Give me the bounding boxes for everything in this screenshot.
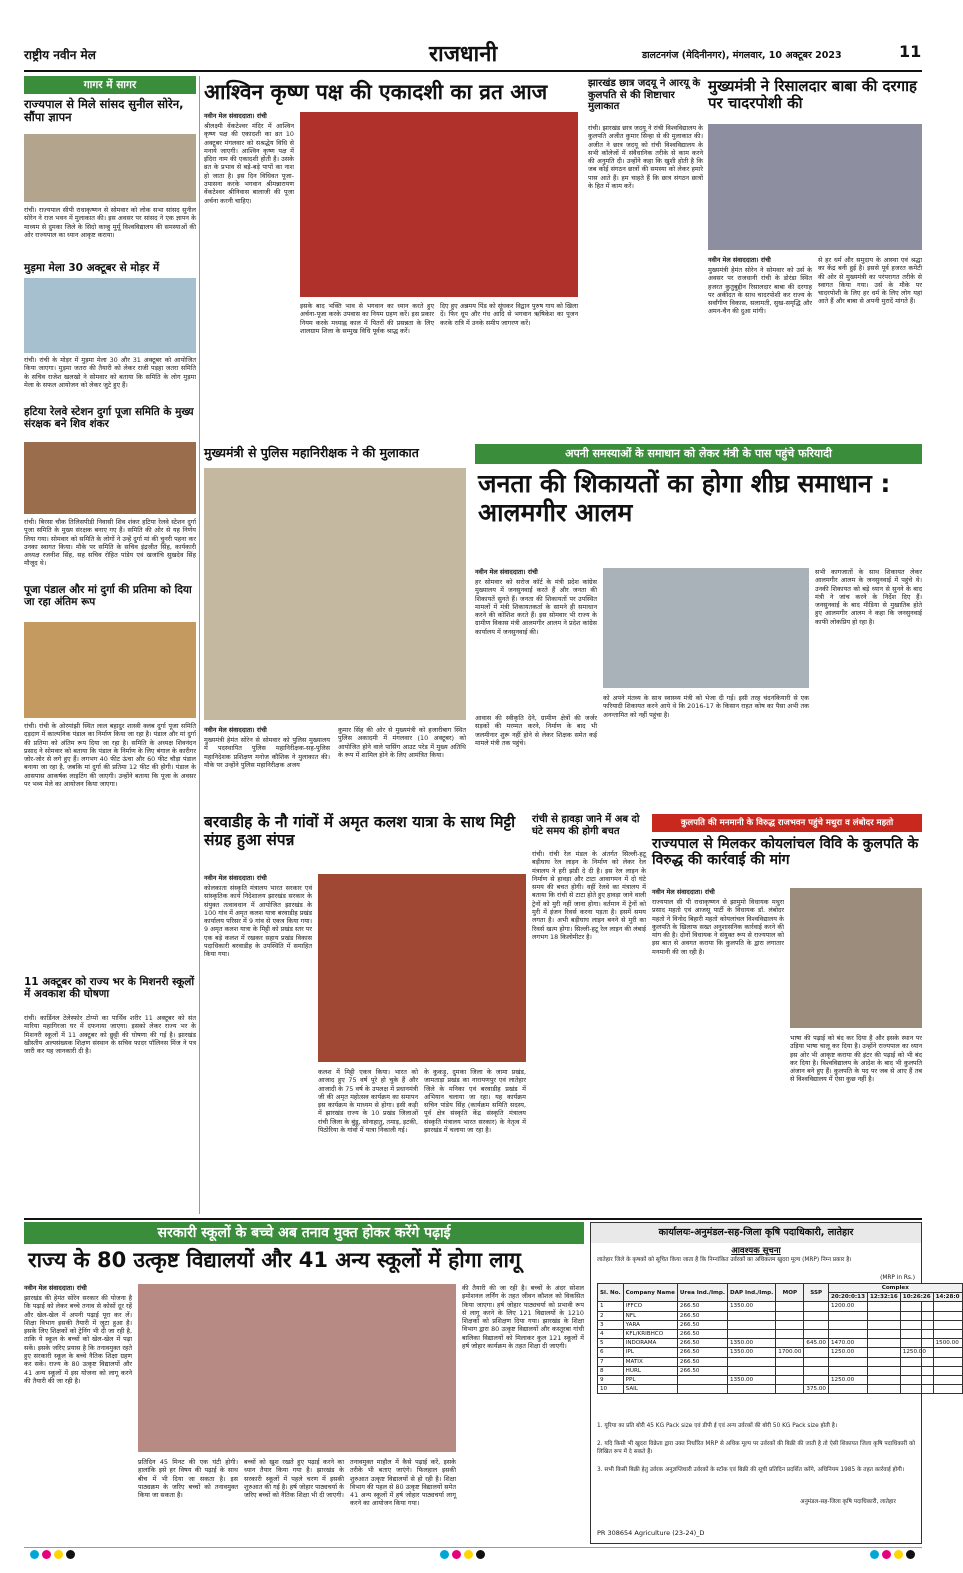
alamgir-article xyxy=(475,568,922,810)
table-cell xyxy=(933,1385,962,1394)
table-cell: 266.50 xyxy=(677,1329,727,1338)
table-cell: 1350.00 xyxy=(727,1375,775,1384)
table-cell xyxy=(804,1320,829,1329)
section-kicker: कुलपति की मनमानी के विरुद्ध राजभवन पहुंचे मथुरा व लंबोदर महतो xyxy=(652,814,922,832)
article-body: मुख्यमंत्री हेमंत सोरेन से सोमवार को पुलिस मुख्यालय में पदस्थापित पुलिस महानिरीक्षक-सह-पुलिस महानिदेशक प्रशिक्षण मनोज कौशिक ने मुलाकात की। मौके पर उन्होंने पुलिस महानिरीक्षक अजय xyxy=(204,736,330,769)
table-cell xyxy=(776,1385,804,1394)
table-cell: 3 xyxy=(598,1320,624,1329)
table-header: 12:32:16 xyxy=(867,1293,900,1302)
school-students-photo xyxy=(138,1284,456,1452)
notice-note: 1. यूरिया का प्रति बोरी 45 KG Pack size एवं डीपी ई एवं अन्य उर्वरकों की बोरी 50 KG Pack size होती है। xyxy=(597,1423,838,1429)
table-cell: KFL/KRIBHCO xyxy=(623,1329,677,1338)
footer-rule xyxy=(24,1547,922,1548)
table-cell: 9 xyxy=(598,1375,624,1384)
table-cell: 645.00 xyxy=(804,1339,829,1348)
table-cell: 4 xyxy=(598,1329,624,1338)
section-kicker: गागर में सागर xyxy=(24,76,196,94)
table-cell: 8 xyxy=(598,1366,624,1375)
brief-body: रांची। रांची के ओरमांझी स्थित लाल बहादुर शास्त्री क्लब दुर्गा पूजा समिति दड़दाग में काल्पनिक पंडाल का निर्माण किया जा रहा है। पंडाल और मां दुर्गा की प्रतिमा को अंतिम रूप दिया जा रहा है। समिति के अध्यक्ष शिवनंदन प्रसाद ने सोमवार को बताया कि पंडाल के निर्माण के लिए बंगाल के कारीगर जोर-जोर से लगे हुए हैं। लगभग 40 फीट ऊंचा और 60 फीट चौड़ा पंडाल बनाया जा रहा है, जबकि मां दुर्गा की प्रतिमा 12 फीट की होगी। पंडाल के आसपास आकर्षक लाइटिंग की जाएगी। उन्होंने बताया कि पूजा के अवसर पर भव्य मेले का आयोजन किया जाएगा। xyxy=(24,722,196,789)
story-headline: मुख्यमंत्री से पुलिस महानिरीक्षक ने की मुलाकात xyxy=(204,445,419,460)
article-body: हर सोमवार को सरोज कॉर्ट के मंत्री प्रदेश कांग्रेस मुख्यालय में जनसुनवाई करते हैं और जनता की शिकायतें सुनते हैं। जनता की शिकायतों पर उपस्थित मामलों में मंत्री शिकायतकर्ता के सामने ही समाधान करने की कोशिश करते हैं। इस सोमवार भी राज्य के ग्रामीण विकास मंत्री आलमगीर आलम ने प्रदेश कांग्रेस कार्यालय में जनसुनवाई की। xyxy=(475,578,597,636)
table-cell xyxy=(804,1348,829,1357)
table-cell xyxy=(933,1329,962,1338)
table-cell xyxy=(776,1366,804,1375)
table-cell: 10 xyxy=(598,1385,624,1394)
table-cell: 5 xyxy=(598,1339,624,1348)
rail-article xyxy=(532,814,646,1214)
story-headline: राज्यपाल से मिलकर कोयलांचल विवि के कुलपति के विरुद्ध की कार्रवाई की मांग xyxy=(652,836,919,869)
schools-article xyxy=(24,1222,584,1544)
table-header: Company Name xyxy=(623,1284,677,1302)
notice-note: 3. सभी किसी बिक्री हेतु उर्वरक अनुज्ञप्तिधारी उर्वरकों के स्टॉक एवं बिक्री की सूची प्रतिदिन प्रदर्शित करेंगे, अधिनियम 1985 के तहत कार्रवाई होगी। xyxy=(597,1467,905,1473)
table-cell xyxy=(829,1329,868,1338)
notice-signature: अनुमंडल-सह-जिला कृषि पदाधिकारी, लातेहार xyxy=(800,1499,896,1505)
table-cell xyxy=(776,1357,804,1366)
table-cell: 7 xyxy=(598,1357,624,1366)
table-cell: 1350.00 xyxy=(727,1302,775,1311)
table-cell xyxy=(804,1366,829,1375)
brief-headline: हटिया रेलवे स्टेशन दुर्गा पूजा समिति के मुख्य संरक्षक बने शिव शंकर xyxy=(24,406,194,431)
pr-code: PR 308654 Agriculture (23-24)_D xyxy=(597,1529,705,1537)
story-headline: आश्विन कृष्ण पक्ष की एकादशी का व्रत आज xyxy=(204,80,548,104)
table-cell: 266.50 xyxy=(677,1302,727,1311)
table-cell xyxy=(867,1348,900,1357)
table-cell xyxy=(900,1339,933,1348)
table-cell xyxy=(900,1385,933,1394)
table-cell: 1350.00 xyxy=(727,1348,775,1357)
registration-mark xyxy=(906,1550,915,1559)
table-row xyxy=(598,1320,963,1329)
table-cell: HURL xyxy=(623,1366,677,1375)
table-cell xyxy=(900,1302,933,1311)
table-cell: SAIL xyxy=(623,1385,677,1394)
table-cell: NFL xyxy=(623,1311,677,1320)
brief-body: रांची। राज्यपाल सीपी राधाकृष्णन से सोमवार को लोक सभा सांसद सुनील सोरेन ने राज भवन में मुलाकात की। इस अवसर पर सांसद ने एक ज्ञापन के माध्यम से दुमका जिले के सिदो कान्हु मुर्मू विश्वविद्यालय की समस्याओं की ओर राज्यपाल का ध्यान आकृष्ट कराया। xyxy=(24,206,196,239)
notice-office: कार्यालयः-अनुमंडल-सह-जिला कृषि पदाधिकारी, लातेहार xyxy=(591,1223,921,1243)
barwadih-article xyxy=(204,814,526,1214)
left-column xyxy=(24,76,196,1214)
table-group-header: Complex xyxy=(829,1284,963,1293)
table-row xyxy=(598,1357,963,1366)
table-cell xyxy=(829,1320,868,1329)
fertilizer-price-table xyxy=(597,1283,960,1401)
table-row xyxy=(598,1329,963,1338)
table-cell xyxy=(867,1320,900,1329)
brief-headline: 11 अक्टूबर को राज्य भर के मिशनरी स्कूलों में अवकाश की घोषणा xyxy=(24,976,195,1001)
table-cell: 1 xyxy=(598,1302,624,1311)
table-cell: 1200.00 xyxy=(829,1302,868,1311)
table-cell xyxy=(829,1357,868,1366)
registration-mark xyxy=(440,1550,449,1559)
table-cell: 1250.00 xyxy=(829,1375,868,1384)
temple-deities-photo xyxy=(300,112,578,297)
table-cell: 266.50 xyxy=(677,1320,727,1329)
table-cell xyxy=(727,1357,775,1366)
byline: नवीन मेल संवाददाता। रांची xyxy=(652,888,715,896)
table-row xyxy=(598,1375,963,1384)
article-body: को अपने मंतव्य के साथ स्वास्थ्य मंत्री को भेजा दी गई। इसी तरह चंदनकियारी से एक फरियादी शिकायत करने आये थे कि 2016-17 के किसान राहत कोष का पैसा अभी तक अनन्तामित को नहीं पहुंचा है। xyxy=(603,694,809,719)
notice-title: आवश्यक सूचना xyxy=(731,1246,781,1256)
table-cell xyxy=(804,1357,829,1366)
story-headline: राज्य के 80 उत्कृष्ट विद्यालयों और 41 अन्य स्कूलों में होगा लागू xyxy=(28,1248,521,1272)
table-cell: 1350.00 xyxy=(727,1339,775,1348)
registration-mark xyxy=(452,1550,461,1559)
table-cell: 1250.00 xyxy=(900,1348,933,1357)
table-cell xyxy=(804,1302,829,1311)
table-cell xyxy=(933,1320,962,1329)
table-cell xyxy=(776,1329,804,1338)
table-cell: 1470.00 xyxy=(829,1339,868,1348)
table-header: 20:20:0:13 xyxy=(829,1293,868,1302)
table-cell xyxy=(727,1311,775,1320)
table-cell xyxy=(867,1375,900,1384)
table-cell: 266.50 xyxy=(677,1348,727,1357)
brief-body: रांची। कार्डिनल टेलेस्फोर टोप्पो का पार्थिव शरीर 11 अक्टूबर को संत मारिया महागिरजा घर में दफनाया जाएगा। इसको लेकर राज्य भर के मिशनरी स्कूलों में 11 अक्टूबर को छुट्टी की घोषणा की गई है। झारखंड खीस्तीय अल्पसंख्यक शिक्षण संस्थान के सचिव फादर पॉलिनस मिंज ने पत्र जारी कर यह जानकारी दी है। xyxy=(24,1014,196,1056)
table-cell xyxy=(933,1357,962,1366)
article-body: झारखंड की हेमंत सोरेन सरकार की योजना है कि पढ़ाई को लेकर बच्चे तनाव से कोसों दूर रहें और खेल-खेल में अपनी पढ़ाई पूरा कर लें। शिक्षा विभाग इसकी तैयारी में जुटा हुआ है। इसके लिए शिक्षकों को ट्रेनिंग भी दी जा रही है, ताकि ये स्कूल के बच्चों को खेल-खेल में पढ़ा सकें। इसके जरिए प्रयास है कि तनावमुक्त रहते हुए सरकारी स्कूल के बच्चे नैतिक शिक्षा ग्रहण कर सकें। राज्य के 80 उत्कृष्ट विद्यालयों और 41 अन्य स्कूलों में इस योजना को लागू करने की तैयारी की जा रही है। xyxy=(24,1294,132,1385)
table-cell xyxy=(804,1375,829,1384)
story-headline: रांची से हावड़ा जाने में अब दो घंटे समय की होगी बचत xyxy=(532,814,640,837)
table-cell xyxy=(727,1366,775,1375)
article-body: राज्यपाल सी पी राधाकृष्णन से झामुमो विधायक मथुरा प्रसाद महतो एवं आजसू पार्टी के विधायक डॉ. लंबोदर महतो ने विनोद बिहारी महतो कोयलांचल विश्वविद्यालय के कुलपति के खिलाफ सख्त अनुशासनिक कार्रवाई करने की मांग की है। दोनों विधायक ने संयुक्त रूप से राज्यपाल को इस बात से अवगत कराया कि कुलपति के द्वारा लगातार मनमानी की जा रही है। xyxy=(652,898,784,956)
article-body: रांची। रांची रेल मंडल के अंतर्गत सिल्ली-हटू बड़ीघाघ रेल लाइन के निर्माण को लेकर रेल मंत्रालय ने हरी झंडी दे दी है। इस रेल लाइन के निर्माण से हावड़ा और टाटा आवागमन में दो घंटे समय की बचत होगी। वहीं रेलवे का मंत्रालय में बताया कि रांची से टाटा होते हुए हावड़ा जाने वाली ट्रेनों को मुरी नहीं जाना होगा। वर्तमान में ट्रेनों को मुरी में इंजन रिवर्स करना पड़ता है। इसमें समय लगता है। अभी बड़ीघाघ लाइन बनने से मुरी का रिवर्स खत्म होगा। सिल्ली-हटू रेल लाइन की लंबाई लगभग 18 किलोमीटर है। xyxy=(532,850,646,941)
article-body: श्रीलक्ष्मी वेंकटेश्वर मंदिर में आश्विन कृष्ण पक्ष की एकादशी का व्रत 10 अक्टूबर मंगलवार को सश्रद्धेय विधि से मनाये जाएगी। आश्विन कृष्ण पक्ष में इंदिरा नाम की एकादशी होती है। उसके व्रत के प्रभाव से बड़े-बड़े पापों का नाश हो जाता है। इस दिन विधिवत पूजा-उपासना करके भगवान श्रीमन्नारायण वेंकटेश्वर श्रीनिवास बालाजी की पूजा अर्चना करनी चाहिए। xyxy=(204,122,294,205)
table-cell xyxy=(900,1329,933,1338)
table-cell xyxy=(804,1329,829,1338)
table-cell: 1700.00 xyxy=(776,1348,804,1357)
table-cell: INDORAMA xyxy=(623,1339,677,1348)
table-cell: 1250.00 xyxy=(829,1348,868,1357)
article-body: मुख्यमंत्री हेमंत सोरेन ने सोमवार को उर्स के अवसर पर राजधानी रांची के डोरंडा स्थित हजरत कुतुबुद्दीन रिसालदार बाबा की दरगाह पर अकीदत के साथ चादरपोशी कर राज्य के सर्वांगीण विकास, सलामती, सुख-समृद्धि और अमन-चैन की दुआ मांगी। xyxy=(708,266,812,316)
registration-mark xyxy=(882,1550,891,1559)
table-cell xyxy=(776,1311,804,1320)
byline: नवीन मेल संवाददाता। रांची xyxy=(708,256,771,264)
registration-mark xyxy=(54,1550,63,1559)
table-cell xyxy=(900,1357,933,1366)
table-cell xyxy=(727,1329,775,1338)
brief-body: रांची। बिरसा चौक तिलिसपीडी निवासी शिव शंकर हटिया रेलवे स्टेशन दुर्गा पूजा समिति के मुख्य संरक्षक बनाए गए हैं। समिति की ओर से यह निर्णय लिया गया। सोमवार को समिति के लोगों ने उन्हें दुर्गा मां की चुनरी पहना कर उनका स्वागत किया। मौके पर समिति के सचिव इंद्रजीत सिंह, कार्यकारी अध्यक्ष रजनीश सिंह, सह सचिव रोहित पांडेय एवं खजांचि सुखदेव सिंह मौजूद थे। xyxy=(24,518,196,568)
byline: नवीन मेल संवाददाता। रांची xyxy=(475,568,538,576)
table-cell xyxy=(933,1311,962,1320)
table-cell xyxy=(776,1375,804,1384)
registration-mark xyxy=(894,1550,903,1559)
masthead-rule xyxy=(24,70,922,72)
section-divider xyxy=(24,1218,922,1220)
article-body: के कुकड़ू, दुमका जिला के जामा प्रखंड, जामताड़ा प्रखंड का नारायणपुर एवं लातेहार जिले के मनिका एवं बरवाडीह प्रखंड में अभियान चलाया जा रहा। यह कार्यक्रम सचिन पांडेय सिंह (कार्यक्रम समिति सदस्य, पूर्व क्षेत्र संस्कृति केंद्र संस्कृति मंत्रालय संस्कृति मंत्रालय भारत सरकार) के नेतृत्व में झारखंड में चलाया जा रहा है। xyxy=(424,1068,526,1135)
table-header: 10:26:26 xyxy=(900,1293,933,1302)
table-cell xyxy=(829,1385,868,1394)
table-cell: IPL xyxy=(623,1348,677,1357)
article-body: कलश में मिट्टी एकत्र किया। भारत को आजाद हुए 75 वर्ष पूरे हो चुके हैं और आजादी के 75 वर्ष के उपलक्ष में प्रधानमंत्री जी की अमृत महोत्सव कार्यक्रम का समापन इस कार्यक्रम के माध्यम से होगा। इसी कड़ी में झारखंड राज्य के 10 प्रखंड जिलाओं रांची जिला के बुंडू, सोनाहातु, तमाड़, इटकी, पिठोरिया के गांवों में यात्रा निकाली गई। xyxy=(318,1068,418,1135)
registration-mark xyxy=(66,1550,75,1559)
news-photo xyxy=(24,622,196,718)
table-cell: YARA xyxy=(623,1320,677,1329)
table-row xyxy=(598,1302,963,1311)
brief-body: रांची। रांची के मोड़र में मुड़मा मेला 30 और 31 अक्टूबर को आयोजित किया जाएगा। मुड़मा जतरा की तैयारी को लेकर राजी पड़हा जतरा समिति के सचिव राजेश खलखो ने सोमवार को बताया कि समिति के लोग मुड़मा मेला के सफल आयोजन को लेकर जुटे हुए हैं। xyxy=(24,356,196,389)
table-header: MOP xyxy=(776,1284,804,1302)
agriculture-notice xyxy=(590,1222,960,1544)
table-cell: 266.50 xyxy=(677,1311,727,1320)
news-photo xyxy=(24,442,196,514)
table-cell xyxy=(804,1311,829,1320)
table-header: Sl. No. xyxy=(598,1284,624,1302)
table-cell xyxy=(677,1375,727,1384)
table-cell xyxy=(867,1339,900,1348)
table-cell xyxy=(776,1302,804,1311)
table-cell xyxy=(829,1366,868,1375)
registration-mark xyxy=(476,1550,485,1559)
article-body: तनावमुक्त माहौल में कैसे पढ़ाई करें, इसके तरीके भी बताए जाएंगे। फिलहाल इसकी शुरुआत उत्कृष्ट विद्यालयों से हो रही है। शिक्षा विभाग की पहल से 80 उत्कृष्ट विद्यालयों समेत 41 अन्य स्कूलों में हर्ष जोहार पाठ्यचर्या लागू करने का आयोजन किया गया। xyxy=(350,1458,456,1508)
table-cell: 266.50 xyxy=(677,1339,727,1348)
article-body: बच्चों को खुश रखते हुए पढ़ाई करने का ध्यान तैयार किया गया है। झारखंड के सरकारी स्कूलों में पहले चरण में इसकी शुरुआत की गई है। हर्ष जोहार पाठ्यचर्या के जरिए बच्चों को नैतिक शिक्षा भी दी जाएगी। xyxy=(244,1458,344,1500)
article-body: कुमार सिंह की ओर से मुख्यमंत्री को हजारीबाग स्थित पुलिस अकादमी में मंगलवार (10 अक्टूबर) को आयोजित होने वाले पासिंग आउट परेड में मुख्य अतिथि के रूप में शामिल होने के लिए आमंत्रित किया। xyxy=(338,726,466,759)
column-divider xyxy=(199,76,200,1214)
table-cell: 266.50 xyxy=(677,1366,727,1375)
registration-mark xyxy=(30,1550,39,1559)
vc-meet-article xyxy=(588,78,703,440)
table-cell xyxy=(776,1320,804,1329)
masthead xyxy=(24,38,922,68)
koyalanchal-article xyxy=(652,836,922,1214)
table-cell xyxy=(867,1366,900,1375)
table-header: DAP Ind./Imp. xyxy=(727,1284,775,1302)
table-cell xyxy=(867,1357,900,1366)
dateline: डालटनगंज (मेदिनीनगर), मंगलवार, 10 अक्टूबर 2023 xyxy=(642,50,842,61)
notice-unit: (MRP in Rs.) xyxy=(880,1275,915,1281)
table-cell xyxy=(829,1311,868,1320)
story-headline: झारखंड छात्र जदयू ने आरयू के कुलपति से की शिष्टाचार मुलाकात xyxy=(588,78,701,112)
dargah-photo xyxy=(708,124,922,250)
article-body: प्रतिदिन 45 मिनट की एक घंटी होगी। हालांकि इसे हर विषय की पढ़ाई के साथ बीच में भी दिया जा सकता है। इस पाठ्यक्रम के जरिए बच्चों को तनावमुक्त किया जा सकता है। xyxy=(138,1458,238,1500)
table-row xyxy=(598,1339,963,1348)
dgp-article xyxy=(204,446,466,810)
news-photo xyxy=(24,134,196,202)
amrit-kalash-photo xyxy=(318,874,526,1062)
table-row xyxy=(598,1311,963,1320)
registration-mark xyxy=(870,1550,879,1559)
section-kicker: सरकारी स्कूलों के बच्चे अब तनाव मुक्त होकर करेंगे पढ़ाई xyxy=(24,1222,584,1244)
article-body: रांची। झारखंड छात्र जदयू ने रांची विश्वविद्यालय के कुलपति अजीत कुमार सिन्हा से की मुलाकात की। अजीत ने छात्र जदयू को रांची विश्वविद्यालय के सभी कॉलेजों में संवैधानिक तरीके से काम करने की अनुमति दी। उन्होंने कहा कि खुशी होती है कि जब कोई संगठन छात्रों की समस्या को लेकर हमारे पास आते हैं। हम चाहते हैं कि छात्र संगठन छात्रों के हित में काम करें। xyxy=(588,124,703,191)
table-cell: 266.50 xyxy=(677,1357,727,1366)
article-body: से हर धर्म और समुदाय के आस्था एवं श्रद्धा का केंद्र बनी हुई है। इससे पूर्व हजरत कमेटी की ओर से मुख्यमंत्री का परंपरागत तरीके से स्वागत किया गया। उर्स के मौके पर चादरपोशी के लिए हर धर्म के लिए लोग यहां आते हैं और बाबा से अपनी मुरादें मांगते हैं। xyxy=(818,256,922,306)
table-cell xyxy=(933,1366,962,1375)
jansunwai-photo xyxy=(603,568,809,688)
table-row xyxy=(598,1348,963,1357)
table-cell: IFFCO xyxy=(623,1302,677,1311)
article-body: की तैयारी की जा रही है। बच्चों के अंदर सोशल इमोशनल लर्निंग के तहत जीवन कौशल को विकसित किया जाएगा। हर्ष जोहार पाठ्यचर्या को प्रभावी रूप से लागू करने के लिए 121 विद्यालयों के 1210 शिक्षकों को प्रशिक्षण दिया गया। झारखंड के शिक्षा विभाग द्वारा 80 उत्कृष्ट विद्यालयों और कस्तूरबा गांधी बालिका विद्यालयों को मिलाकर कुल 121 स्कूलों में हर्ष जोहार कार्यक्रम के तहत शिक्षा दी जाएगी। xyxy=(462,1284,584,1351)
story-headline: बरवाडीह के नौ गांवों में अमृत कलश यात्रा के साथ मिट्टी संग्रह हुआ संपन्न xyxy=(204,813,516,849)
table-cell xyxy=(727,1385,775,1394)
article-body: भाषा की पढ़ाई को बंद कर दिया है और इसके स्थान पर उड़िया भाषा चालू कर दिया है। उन्होंने राज्यपाल का ध्यान इस ओर भी आकृष्ट कराया की इंटर की पढ़ाई को भी बंद कर दिया है। विश्वविद्यालय के आदेश के बाद भी कुलपति अंजान बने हुए हैं। कुलपति के पद पर जब से आए हैं तब से विश्वविद्यालय में ऐसा कुछ नहीं है। xyxy=(790,1034,922,1084)
story-headline: मुख्यमंत्री ने रिसालदार बाबा की दरगाह पर चादरपोशी की xyxy=(708,77,917,113)
byline: नवीन मेल संवाददाता। रांची xyxy=(24,1284,87,1292)
governor-meeting-photo xyxy=(790,888,922,1028)
registration-mark xyxy=(464,1550,473,1559)
article-body: कोलकाता संस्कृति मंत्रालय भारत सरकार एवं सांस्कृतिक कार्य निदेशालय झारखंड सरकार के संयुक्त तत्वावधान में आयोजित झारखंड के 100 गांव में अमृत कलश यात्रा बरवाडीह प्रखंड कार्यालय परिसर में 9 गांव से एकत्र किया गया। 9 अमृत कलश यात्रा के मिट्टी को प्रखंड स्तर पर एक बड़े कलश में रखकर सहाय प्रखंड विकास पदाधिकारी बरवाडीह के उपस्थिति में समाहित किया गया। xyxy=(204,884,312,959)
table-cell: MATIX xyxy=(623,1357,677,1366)
table-cell: 2 xyxy=(598,1311,624,1320)
table-row xyxy=(598,1385,963,1394)
registration-mark xyxy=(42,1550,51,1559)
table-cell xyxy=(776,1339,804,1348)
brief-headline: मुड़मा मेला 30 अक्टूबर से मोड़र में xyxy=(24,262,160,274)
table-cell xyxy=(867,1329,900,1338)
article-body: आवास की स्वीकृति देने, ग्रामीण क्षेत्रों की जर्जर सड़कों की मरम्मत करने, निर्माण के बाद भी जलमीनार शुरू नहीं होने से लेकर शिक्षक समेत कई मामले मंत्री तक पहुंचे। xyxy=(475,714,597,747)
table-cell: PPL xyxy=(623,1375,677,1384)
notice-intro: लातेहार जिले के कृषकों को सूचित किया जाता है कि निम्नांकित उर्वरकों का अधिकतम खुदरा मूल्य (MRP) निम्न प्रकार है। xyxy=(597,1257,852,1263)
brief-headline: राज्यपाल से मिले सांसद सुनील सोरेन, सौंपा ज्ञापन xyxy=(24,97,184,125)
page-number: 11 xyxy=(899,42,922,61)
table-cell xyxy=(900,1320,933,1329)
byline: नवीन मेल संवाददाता। रांची xyxy=(204,874,267,882)
story-headline: जनता की शिकायतों का होगा शीघ्र समाधान : आलमगीर आलम xyxy=(478,469,891,527)
article-body: दिए हुए अन्नमय पिंड को सूंघकर विद्वान पुरुष गाय को खिला दें। फिर धूप और गंध आदि से भगवान ऋषिकेश का पूजन करके रात्रि में उनके समीप जागरण करें। xyxy=(440,302,578,327)
section-title: राजधानी xyxy=(429,42,498,67)
table-header: Urea Ind./Imp. xyxy=(677,1284,727,1302)
ashwin-article xyxy=(204,112,580,442)
table-cell xyxy=(677,1385,727,1394)
table-cell: 6 xyxy=(598,1348,624,1357)
table-cell xyxy=(867,1385,900,1394)
table-cell xyxy=(727,1320,775,1329)
table-cell xyxy=(900,1366,933,1375)
table-cell xyxy=(933,1348,962,1357)
byline: नवीन मेल संवाददाता। रांची xyxy=(204,112,267,120)
table-cell xyxy=(900,1375,933,1384)
table-cell xyxy=(900,1311,933,1320)
table-cell xyxy=(867,1311,900,1320)
table-cell: 375.00 xyxy=(804,1385,829,1394)
article-body: इसके बाद भक्ति भाव से भगवान का ध्यान करते हुए अर्चना-पूजा करके उपवास का नियम ग्रहण करें। इस प्रकार नियम करके मध्याह्न काल में पितरों की प्रसन्नता के लिए शालग्राम शिला के सम्मुख विधि पूर्वक श्राद्ध करें। xyxy=(300,302,434,335)
brand-logo: राष्ट्रीय नवीन मेल xyxy=(24,48,96,62)
table-cell xyxy=(933,1302,962,1311)
table-cell xyxy=(933,1375,962,1384)
table-cell xyxy=(867,1302,900,1311)
cm-meeting-photo xyxy=(204,468,466,720)
table-header: SSP xyxy=(804,1284,829,1302)
news-photo xyxy=(24,278,196,353)
notice-note: 2. यदि किसी भी खुदरा विक्रेता द्वारा उक्त निर्धारित MRP से अधिक मूल्य पर उर्वरकों की बिक्री की जाती है तो ऐसी शिकायत जिला कृषि पदाधिकारी को लिखित रूप में दे सकते हैं। xyxy=(597,1441,915,1455)
section-kicker: अपनी समस्याओं के समाधान को लेकर मंत्री के पास पहुंचे फरियादी xyxy=(475,444,922,464)
table-header: 14:28:0 xyxy=(933,1293,962,1302)
brief-headline: पूजा पंडाल और मां दुर्गा की प्रतिमा को दिया जा रहा अंतिम रूप xyxy=(24,584,192,609)
table-cell: 1500.00 xyxy=(933,1339,962,1348)
dargah-article xyxy=(708,78,922,440)
table-row xyxy=(598,1366,963,1375)
article-body: सभी कागजातों के साथ शिकायत लेकर आलमगीर आलम के जनसुनवाई में पहुंचे थे। उनकी शिकायत को बड़े ध्यान से सुनने के बाद मंत्री ने जांच करने के निर्देश दिए हैं। जनसुनवाई के बाद मीडिया से मुखातिब होते हुए आलमगीर आलम ने कहा कि जनसुनवाई काफी लोकप्रिय हो रहा है। xyxy=(815,568,922,626)
byline: नवीन मेल संवाददाता। रांची xyxy=(204,726,267,734)
